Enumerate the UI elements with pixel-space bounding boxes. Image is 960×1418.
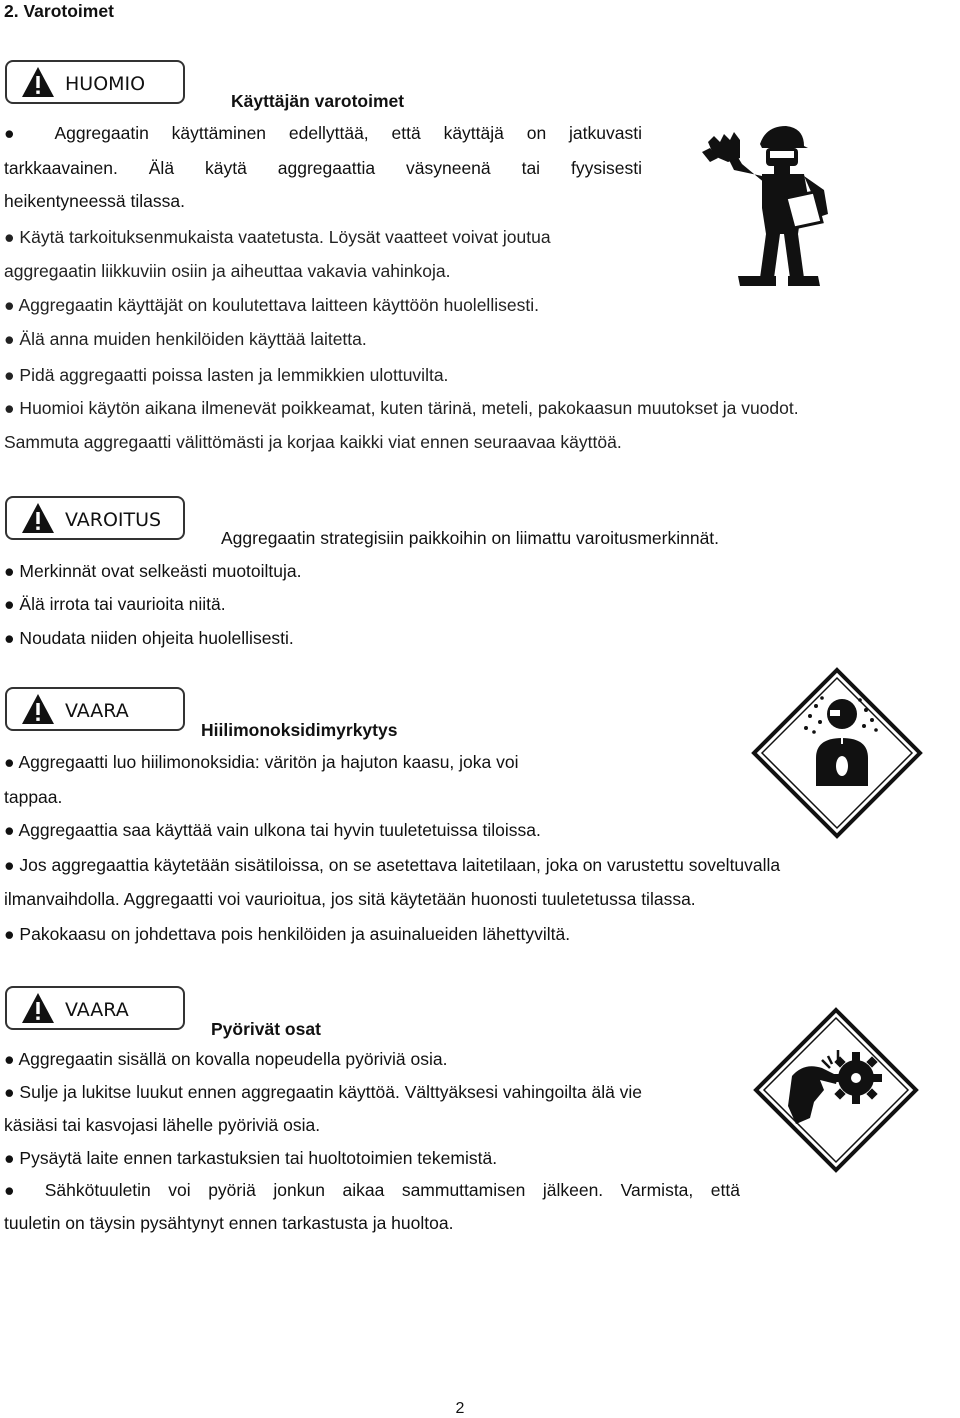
paragraph-line: ● Aggregaattia saa käyttää vain ulkona tai hyvin tuuletetuissa tiloissa. — [4, 820, 541, 840]
section-title: 2. Varotoimet — [4, 1, 114, 21]
paragraph-line: ● Aggregaatin käyttäjät on koulutettava laitteen käyttöön huolellisesti. — [4, 295, 539, 315]
paragraph-line: tuuletin on täysin pysähtynyt ennen tarkastusta ja huoltoa. — [4, 1213, 454, 1233]
paragraph-line: ● Pysäytä laite ennen tarkastuksien tai huoltotoimien tekemistä. — [4, 1148, 498, 1168]
paragraph-line: ● Huomioi käytön aikana ilmenevät poikkeamat, kuten tärinä, meteli, pakokaasun muutokset ja vuodot. — [4, 398, 799, 418]
paragraph-line: Sammuta aggregaatti välittömästi ja korjaa kaikki viat ennen seuraavaa käyttöä. — [4, 432, 622, 452]
paragraph-line: ● Älä anna muiden henkilöiden käyttää laitetta. — [4, 329, 367, 349]
paragraph-line: ● Käytä tarkoituksenmukaista vaatetusta. Löysät vaatteet voivat joutua — [4, 227, 551, 247]
carbon-monoxide-heading: Hiilimonoksidimyrkytys — [201, 720, 398, 740]
rotating-parts-hazard-icon — [752, 1006, 920, 1174]
vaara-badge — [5, 986, 185, 1030]
page-number: 2 — [455, 1400, 465, 1417]
warning-triangle-icon — [21, 693, 55, 725]
user-precautions-heading: Käyttäjän varotoimet — [231, 91, 405, 111]
paragraph-line: ● Aggregaatti luo hiilimonoksidia: väritön ja hajuton kaasu, joka voi — [4, 752, 519, 772]
paragraph-line: heikentyneessä tilassa. — [4, 191, 185, 211]
badge-label: HUOMIO — [65, 73, 146, 95]
rotating-parts-heading: Pyörivät osat — [211, 1019, 321, 1039]
paragraph-line: ● Pidä aggregaatti poissa lasten ja lemmikkien ulottuvilta. — [4, 365, 449, 385]
paragraph-line: ● Jos aggregaattia käytetään sisätiloissa, on se asetettava laitetilaan, joka on varustettu soveltuvalla — [4, 855, 781, 875]
paragraph-line: ● Aggregaatin käyttäminen edellyttää, että käyttäjä on jatkuvasti — [4, 123, 642, 143]
warning-triangle-icon — [21, 992, 55, 1024]
paragraph-line: ● Sulje ja lukitse luukut ennen aggregaatin käyttöä. Välttyäksesi vahingoilta älä vie — [4, 1082, 643, 1102]
warning-labels-heading: Aggregaatin strategisiin paikkoihin on liimattu varoitusmerkinnät. — [221, 528, 720, 548]
vaara-badge — [5, 687, 185, 731]
varoitus-badge — [5, 496, 185, 540]
paragraph-line: tappaa. — [4, 787, 63, 807]
paragraph-line: ● Merkinnät ovat selkeästi muotoiltuja. — [4, 561, 302, 581]
huomio-badge — [5, 60, 185, 104]
paragraph-line: ilmanvaihdolla. Aggregaatti voi vaurioitua, jos sitä käytetään huonosti tuuletetussa tilassa. — [4, 889, 696, 909]
paragraph-line: ● Aggregaatin sisällä on kovalla nopeudella pyöriviä osia. — [4, 1049, 448, 1069]
carbon-monoxide-hazard-icon — [750, 666, 924, 840]
paragraph-line: tarkkaavainen. Älä käytä aggregaattia väsyneenä tai fyysisesti — [4, 158, 642, 178]
paragraph-line: ● Sähkötuuletin voi pyöriä jonkun aikaa sammuttamisen jälkeen. Varmista, että — [4, 1180, 740, 1200]
warning-triangle-icon — [21, 66, 55, 98]
paragraph-line: ● Noudata niiden ohjeita huolellisesti. — [4, 628, 294, 648]
badge-label: VAROITUS — [65, 509, 162, 531]
paragraph-line: aggregaatin liikkuviin osiin ja aiheuttaa vakavia vahinkoja. — [4, 261, 451, 281]
worker-icon — [700, 118, 840, 290]
badge-label: VAARA — [65, 700, 129, 722]
paragraph-line: ● Pakokaasu on johdettava pois henkilöiden ja asuinalueiden lähettyviltä. — [4, 924, 571, 944]
paragraph-line: ● Älä irrota tai vaurioita niitä. — [4, 594, 226, 614]
paragraph-line: käsiäsi tai kasvojasi lähelle pyöriviä osia. — [4, 1115, 321, 1135]
badge-label: VAARA — [65, 999, 129, 1021]
warning-triangle-icon — [21, 502, 55, 534]
